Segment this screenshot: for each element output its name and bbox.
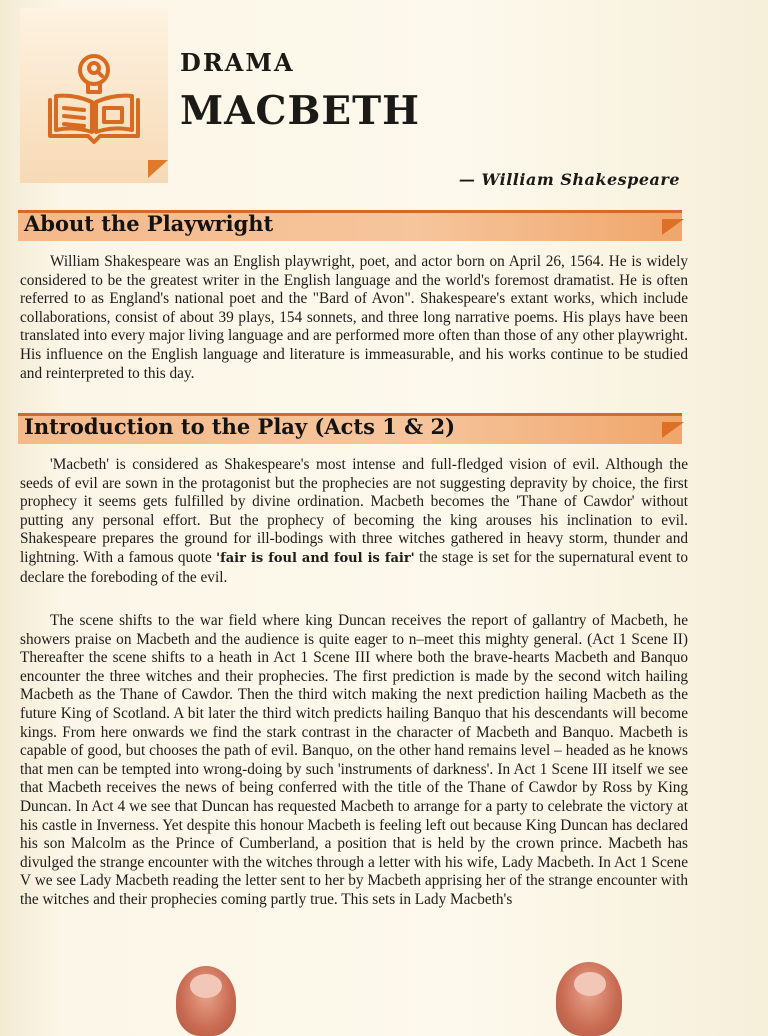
intro-paragraph-1: [20, 456, 688, 587]
intro-paragraph-2: The scene shifts to the war field where king Duncan receives the report of gallantry of Macbeth, he showers praise on Macbeth and the audience is quite eager to n–meet this mighty general. (Act 1 Scene II) Thereafter the scene shifts to a heath in Act 1 Scene III where both the brave-hearts Macbeth and Banquo encounter the three witches and their prophecies. The first prediction is made by the second witch hailing Macbeth as the Thane of Cawdor. Then the third witch making the next prediction hailing Macbeth as the future King of Scotland. A bit later the third witch predicts hailing Banquo that his descendants will become kings. From here onwards we find the stark contrast in the character of Macbeth and Banquo. Macbeth is capable of good, but chooses the path of evil. Banquo, on the other hand remains level – headed as he knows that men can be tempted into wrong-doing by such 'instruments of darkness'. In Act 1 Scene III itself we see that Macbeth receives the news of being conferred with the title of the Thane of Cawdor by Ross by King Duncan. In Act 4 we see that Duncan has requested Macbeth to arrange for a party to celebrate the victory at his castle in Inverness. Yet despite this honour Macbeth is feeling left out because King Duncan has declared his son Malcolm as the Prince of Cumberland, a position that is held by the crown prince. Macbeth has divulged the strange encounter with the witches through a letter with his wife, Lady Macbeth. In Act 1 Scene V we see Lady Macbeth reading the letter sent to her by Macbeth apprising her of the strange encounter with the witches and their prophecies coming partly true. This sets in Lady Macbeth's: [20, 612, 688, 908]
drama-label: DRAMA: [180, 48, 295, 77]
right-thumb: [556, 962, 622, 1036]
section-heading-corner: [662, 219, 684, 235]
author-byline: — William Shakespeare: [458, 170, 680, 189]
section-heading-playwright: [18, 210, 682, 241]
section-heading-corner: [662, 422, 684, 438]
section-heading-introduction: [18, 413, 682, 444]
famous-quote: 'fair is foul and foul is fair': [216, 550, 415, 566]
intro-paragraph-1-text-b: the stage is set for the supernatural event to declare the foreboding of the evil.: [20, 548, 688, 586]
left-thumb: [176, 966, 236, 1036]
play-title: MACBETH: [180, 88, 421, 134]
intro-paragraph-1-text-a: 'Macbeth' is considered as Shakespeare's most intense and full-fledged vision of evil. Although the seeds of evil are sown in the protagonist but the prophecies are not suggesting depravity by choice, the first prophecy it seems gets fulfilled by divine ordination. Macbeth becomes the 'Thane of Cawdor' without putting any personal effort. But the prophecy of becoming the king arouses his inclination to evil. Shakespeare prepares the ground for ill-bodings with three witches gathered in heavy storm, thunder and lightning. With a famous quote: [20, 456, 688, 566]
section-heading-playwright-text: About the Playwright: [24, 211, 274, 236]
left-thumbnail: [190, 974, 222, 998]
book-lightbulb-icon: [44, 48, 144, 148]
playwright-paragraph: William Shakespeare was an English playwright, poet, and actor born on April 26, 1564. He is widely considered to be the greatest writer in the English language and the world's foremost dramatist. He is often referred to as England's national poet and the "Bard of Avon". Shakespeare's extant works, which include collaborations, consist of about 39 plays, 154 sonnets, and three long narrative poems. His plays have been translated into every major living language and are performed more often than those of any other playwright. His influence on the English language and literature is immeasurable, and his works continue to be studied and reinterpreted to this day.: [20, 253, 688, 382]
section-heading-introduction-text: Introduction to the Play (Acts 1 & 2): [24, 414, 456, 439]
right-thumbnail: [574, 972, 606, 996]
